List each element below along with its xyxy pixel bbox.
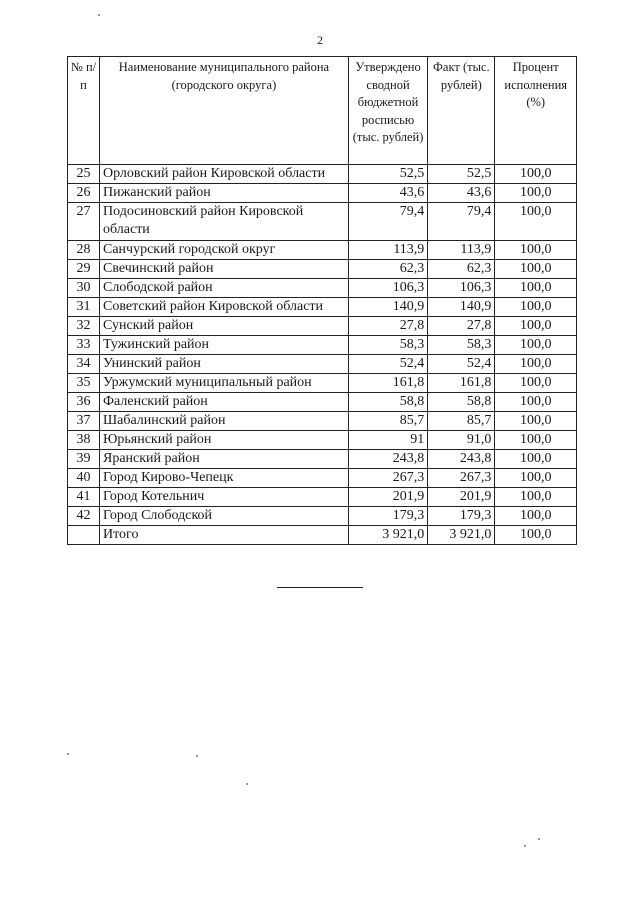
cell-name: Пижанский район: [100, 184, 349, 203]
cell-name: Орловский район Кировской области: [100, 165, 349, 184]
table-row: [68, 374, 577, 393]
cell-name: Юрьянский район: [100, 431, 349, 450]
cell-pct: 100,0: [495, 355, 577, 374]
scan-speck: [196, 755, 198, 757]
cell-plan: 85,7: [348, 412, 427, 431]
cell-name: Санчурский городской округ: [100, 241, 349, 260]
cell-fact: 79,4: [428, 203, 495, 241]
cell-pct: 100,0: [495, 507, 577, 526]
cell-plan: 79,4: [348, 203, 427, 241]
cell-pct: 100,0: [495, 488, 577, 507]
table-body: [68, 165, 577, 545]
cell-name: Яранский район: [100, 450, 349, 469]
cell-fact: 267,3: [428, 469, 495, 488]
cell-name: Тужинский район: [100, 336, 349, 355]
table-row: [68, 260, 577, 279]
cell-pct: 100,0: [495, 184, 577, 203]
header-name: Наименование муниципального района (городского округа): [100, 57, 349, 165]
cell-num: 42: [68, 507, 100, 526]
header-fact: Факт (тыс. рублей): [428, 57, 495, 165]
cell-pct: 100,0: [495, 336, 577, 355]
cell-num: 27: [68, 203, 100, 241]
cell-plan: 267,3: [348, 469, 427, 488]
table-row: [68, 469, 577, 488]
cell-fact: 27,8: [428, 317, 495, 336]
cell-num: [68, 526, 100, 545]
cell-num: 37: [68, 412, 100, 431]
table-header-row: [68, 57, 577, 165]
table-row: [68, 450, 577, 469]
cell-plan: 106,3: [348, 279, 427, 298]
table-row: [68, 431, 577, 450]
cell-plan: 27,8: [348, 317, 427, 336]
scan-speck: [98, 14, 100, 16]
cell-num: 38: [68, 431, 100, 450]
cell-fact: 52,5: [428, 165, 495, 184]
header-plan: Утверждено сводной бюджетной росписью (тыс. рублей): [348, 57, 427, 165]
cell-fact: 62,3: [428, 260, 495, 279]
table-row: [68, 317, 577, 336]
cell-plan: 58,8: [348, 393, 427, 412]
budget-execution-table: [67, 56, 577, 545]
cell-num: 26: [68, 184, 100, 203]
cell-pct: 100,0: [495, 431, 577, 450]
cell-pct: 100,0: [495, 450, 577, 469]
table-row: [68, 488, 577, 507]
cell-num: 36: [68, 393, 100, 412]
header-pct: Процент исполнения (%): [495, 57, 577, 165]
cell-pct: 100,0: [495, 298, 577, 317]
cell-name: Город Кирово-Чепецк: [100, 469, 349, 488]
cell-num: 34: [68, 355, 100, 374]
cell-num: 30: [68, 279, 100, 298]
cell-pct: 100,0: [495, 241, 577, 260]
scan-speck: [538, 838, 540, 840]
cell-num: 29: [68, 260, 100, 279]
cell-fact: 243,8: [428, 450, 495, 469]
cell-fact: 3 921,0: [428, 526, 495, 545]
cell-name: Унинский район: [100, 355, 349, 374]
table-row: [68, 336, 577, 355]
cell-num: 28: [68, 241, 100, 260]
cell-name: Итого: [100, 526, 349, 545]
cell-name: Сунский район: [100, 317, 349, 336]
cell-name: Советский район Кировской области: [100, 298, 349, 317]
cell-num: 31: [68, 298, 100, 317]
cell-plan: 91: [348, 431, 427, 450]
table-row: [68, 355, 577, 374]
cell-fact: 140,9: [428, 298, 495, 317]
cell-plan: 52,4: [348, 355, 427, 374]
table-row: [68, 393, 577, 412]
cell-num: 40: [68, 469, 100, 488]
cell-plan: 243,8: [348, 450, 427, 469]
cell-fact: 52,4: [428, 355, 495, 374]
header-num: № п/п: [68, 57, 100, 165]
cell-plan: 113,9: [348, 241, 427, 260]
table-row: [68, 184, 577, 203]
cell-plan: 3 921,0: [348, 526, 427, 545]
cell-fact: 58,3: [428, 336, 495, 355]
cell-name: Город Слободской: [100, 507, 349, 526]
cell-pct: 100,0: [495, 165, 577, 184]
cell-num: 39: [68, 450, 100, 469]
cell-pct: 100,0: [495, 317, 577, 336]
cell-name: Уржумский муниципальный район: [100, 374, 349, 393]
cell-num: 32: [68, 317, 100, 336]
cell-plan: 58,3: [348, 336, 427, 355]
cell-fact: 113,9: [428, 241, 495, 260]
scan-speck: [67, 753, 69, 755]
table-row: [68, 203, 577, 241]
scan-speck: [246, 783, 248, 785]
cell-fact: 43,6: [428, 184, 495, 203]
cell-fact: 201,9: [428, 488, 495, 507]
cell-name: Фаленский район: [100, 393, 349, 412]
cell-plan: 52,5: [348, 165, 427, 184]
cell-pct: 100,0: [495, 260, 577, 279]
cell-fact: 106,3: [428, 279, 495, 298]
cell-pct: 100,0: [495, 203, 577, 241]
cell-name: Слободской район: [100, 279, 349, 298]
cell-num: 41: [68, 488, 100, 507]
cell-plan: 161,8: [348, 374, 427, 393]
table-row: [68, 165, 577, 184]
cell-fact: 179,3: [428, 507, 495, 526]
table-row: [68, 279, 577, 298]
cell-plan: 179,3: [348, 507, 427, 526]
cell-name: Подосиновский район Кировской области: [100, 203, 349, 241]
cell-name: Город Котельнич: [100, 488, 349, 507]
cell-num: 33: [68, 336, 100, 355]
cell-name: Свечинский район: [100, 260, 349, 279]
table-row: [68, 241, 577, 260]
cell-fact: 58,8: [428, 393, 495, 412]
cell-pct: 100,0: [495, 526, 577, 545]
table-row: [68, 526, 577, 545]
cell-fact: 91,0: [428, 431, 495, 450]
cell-name: Шабалинский район: [100, 412, 349, 431]
closing-divider: [277, 587, 363, 588]
cell-pct: 100,0: [495, 469, 577, 488]
cell-pct: 100,0: [495, 374, 577, 393]
cell-fact: 161,8: [428, 374, 495, 393]
table-row: [68, 298, 577, 317]
table-row: [68, 507, 577, 526]
page-number: 2: [317, 33, 323, 47]
table-row: [68, 412, 577, 431]
cell-plan: 201,9: [348, 488, 427, 507]
cell-fact: 85,7: [428, 412, 495, 431]
cell-num: 35: [68, 374, 100, 393]
scan-speck: [524, 845, 526, 847]
cell-pct: 100,0: [495, 279, 577, 298]
cell-num: 25: [68, 165, 100, 184]
cell-plan: 140,9: [348, 298, 427, 317]
cell-plan: 62,3: [348, 260, 427, 279]
cell-plan: 43,6: [348, 184, 427, 203]
cell-pct: 100,0: [495, 393, 577, 412]
cell-pct: 100,0: [495, 412, 577, 431]
